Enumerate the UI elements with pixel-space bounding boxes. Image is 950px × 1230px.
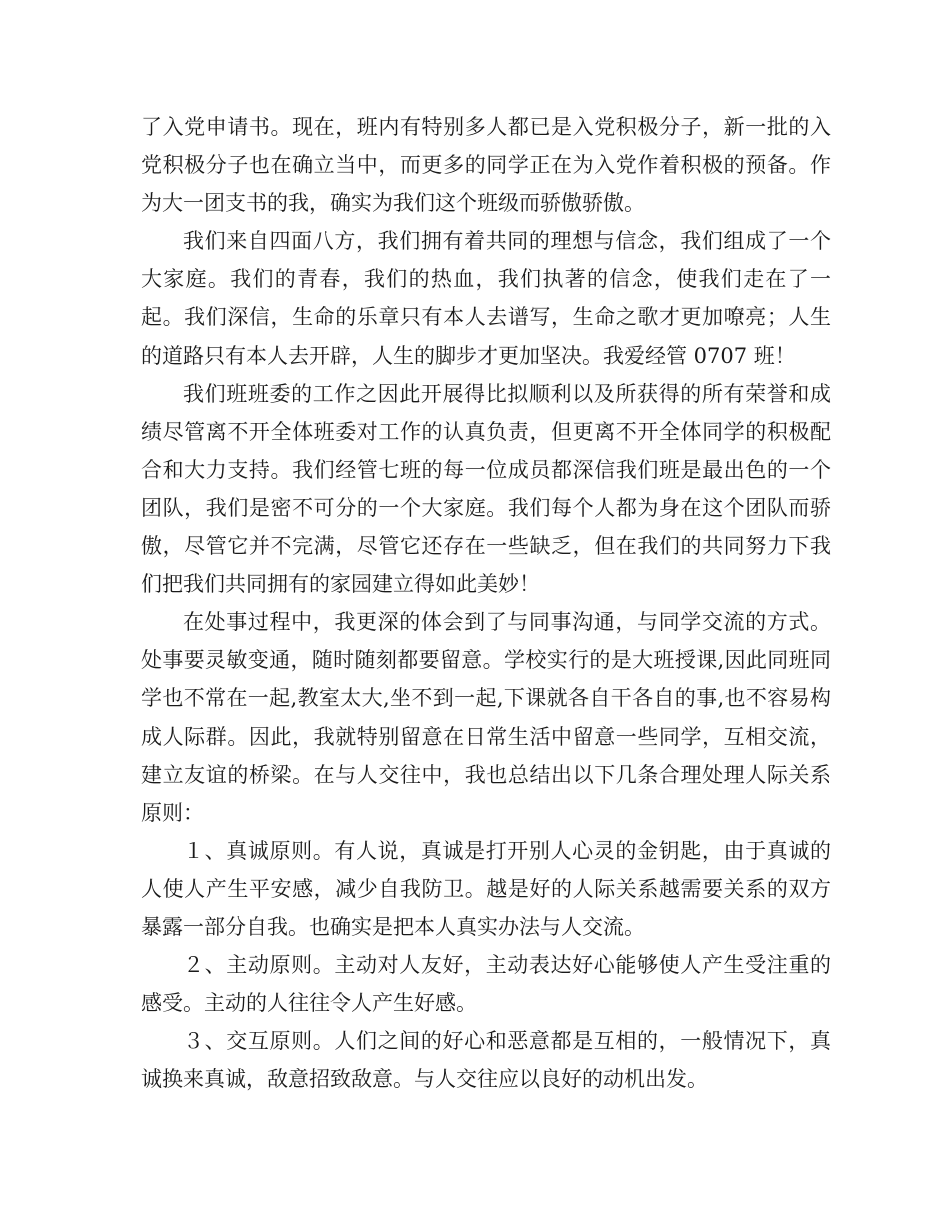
principle-initiative: ２、主动原则。主动对人友好，主动表达好心能够使人产生受注重的感受。主动的人往往令人产生好感。 [141, 953, 831, 1016]
paragraph-3: 我们班班委的工作之因此开展得比拟顺利以及所获得的所有荣誉和成绩尽管离不开全体班委对工作的认真负责，但更离不开全体同学的积极配合和大力支持。我们经管七班的每一位成员都深信我们班是最出色的一个团队，我们是密不可分的一个大家庭。我们每个人都为身在这个团队而骄傲，尽管它并不完满，尽管它还存在一些缺乏，但在我们的共同努力下我们把我们共同拥有的家园建立得如此美妙！ [141, 381, 831, 597]
principle-sincerity: １、真诚原则。有人说，真诚是打开别人心灵的金钥匙，由于真诚的人使人产生平安感，减少自我防卫。越是好的人际关系越需要关系的双方暴露一部分自我。也确实是把本人真实办法与人交流。 [141, 838, 831, 939]
body-text [141, 108, 831, 1098]
paragraph-2: 我们来自四面八方，我们拥有着共同的理想与信念，我们组成了一个大家庭。我们的青春，我们的热血，我们执著的信念，使我们走在了一起。我们深信，生命的乐章只有本人去谱写，生命之歌才更加嘹亮；人生的道路只有本人去开辟，人生的脚步才更加坚决。我爱经管 0707 班！ [141, 229, 831, 368]
paragraph-4: 在处事过程中，我更深的体会到了与同事沟通，与同学交流的方式。处事要灵敏变通，随时随刻都要留意。学校实行的是大班授课,因此同班同学也不常在一起,教室太大,坐不到一起,下课就各自干各自的事,也不容易构成人际群。因此，我就特别留意在日常生活中留意一些同学，互相交流，建立友谊的桥梁。在与人交往中，我也总结出以下几条合理处理人际关系原则： [141, 610, 831, 825]
paragraph-1: 了入党申请书。现在，班内有特别多人都已是入党积极分子，新一批的入党积极分子也在确立当中，而更多的同学正在为入党作着积极的预备。作为大一团支书的我，确实为我们这个班级而骄傲骄傲。 [141, 115, 831, 216]
principle-reciprocity: ３、交互原则。人们之间的好心和恶意都是互相的，一般情况下，真诚换来真诚，敌意招致敌意。与人交往应以良好的动机出发。 [141, 1029, 831, 1092]
